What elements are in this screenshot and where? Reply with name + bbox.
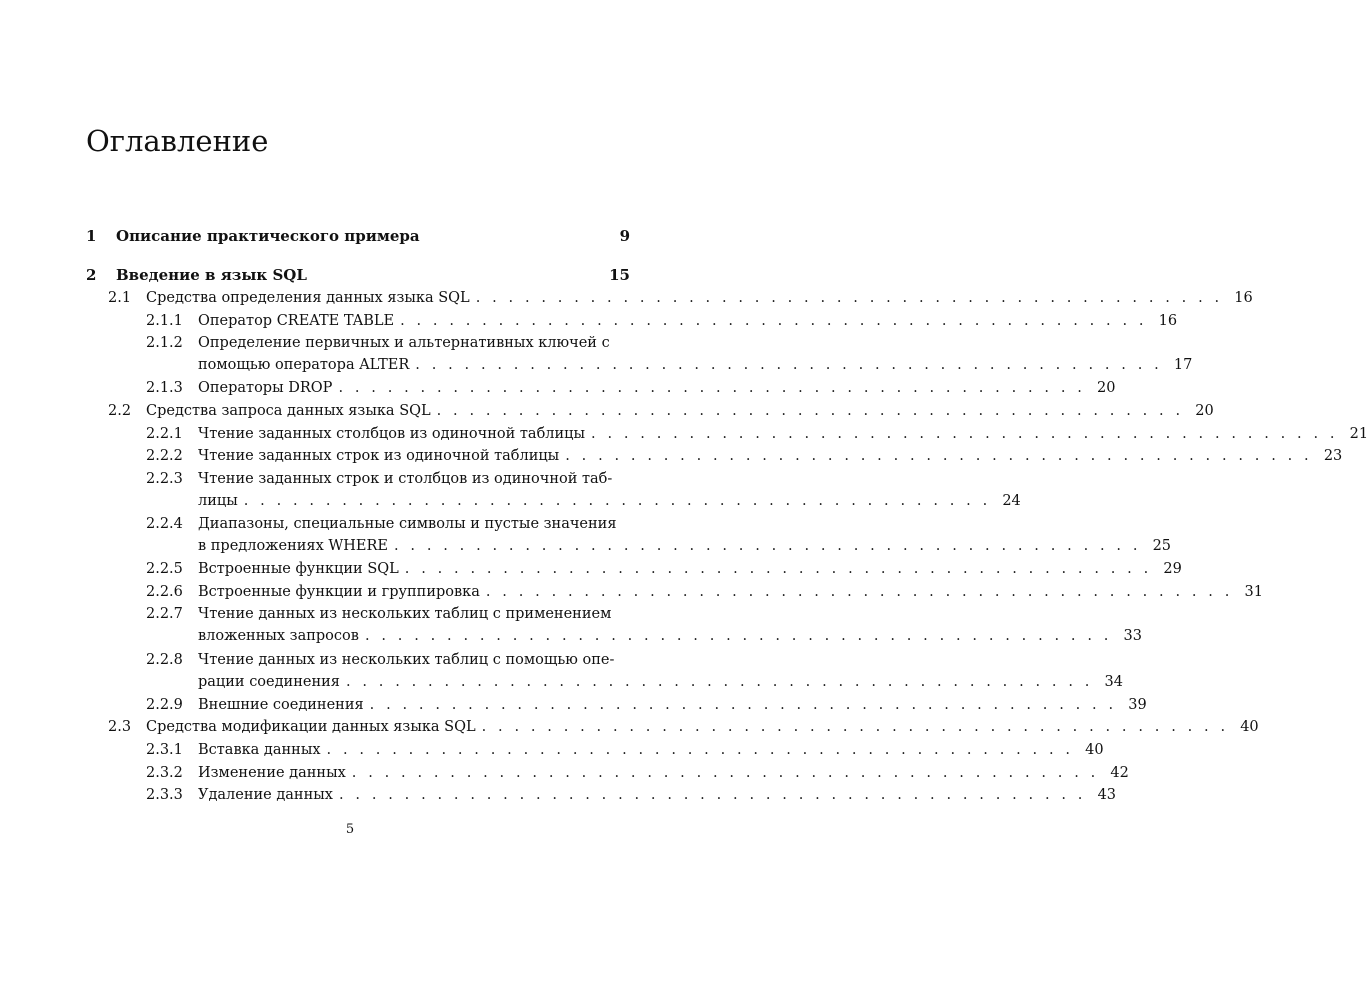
entry-number: 2.3 <box>108 719 132 736</box>
entry-title: помощью оператора ALTER <box>198 357 410 374</box>
toc-entry[interactable] <box>146 558 1182 580</box>
toc-entry[interactable] <box>146 423 1368 445</box>
toc-entry[interactable] <box>146 694 1147 716</box>
entry-title: Определение первичных и альтернативных ключей с <box>198 335 610 352</box>
entry-number: 2.3.3 <box>146 787 183 804</box>
dot-leader: . . . . . . . . . . . . . . . . . . . . . . . . . . . . . . . . . . . . . . . . . . . . . . <box>485 583 1233 600</box>
dot-leader: . . . . . . . . . . . . . . . . . . . . . . . . . . . . . . . . . . . . . . . . . . . . . . <box>394 538 1142 554</box>
chapter-number: 1 <box>86 227 97 245</box>
chapter-title: Описание практического примера <box>116 227 420 245</box>
toc-entry[interactable] <box>146 468 1021 512</box>
entry-page: 40 <box>1085 742 1104 758</box>
toc-entry[interactable] <box>146 762 1129 784</box>
entry-number: 2.2.6 <box>146 583 183 600</box>
dot-leader: . . . . . . . . . . . . . . . . . . . . . . . . . . . . . . . . . . . . . . . . . . . . . . <box>345 673 1093 690</box>
dot-leader: . . . . . . . . . . . . . . . . . . . . . . . . . . . . . . . . . . . . . . . . . . . . . . <box>338 787 1087 804</box>
dot-leader: . . . . . . . . . . . . . . . . . . . . . . . . . . . . . . . . . . . . . . . . . . . . . . <box>591 425 1339 442</box>
dot-leader: . . . . . . . . . . . . . . . . . . . . . . . . . . . . . . . . . . . . . . . . . . . . . . <box>326 742 1074 758</box>
dot-leader: . . . . . . . . . . . . . . . . . . . . . . . . . . . . . . . . . . . . . . . . . . . . . . <box>475 290 1223 306</box>
entry-page: 42 <box>1110 764 1129 781</box>
page-title: Оглавление <box>86 124 269 158</box>
toc-chapter-2[interactable] <box>86 264 630 286</box>
entry-page: 29 <box>1163 561 1182 578</box>
entry-number: 2.2.7 <box>146 606 183 623</box>
entry-number: 2.2.9 <box>146 696 183 713</box>
entry-title: Чтение данных из нескольких таблиц с помощью опе- <box>198 651 615 668</box>
entry-page: 20 <box>1097 380 1116 397</box>
dot-leader: . . . . . . . . . . . . . . . . . . . . . . . . . . . . . . . . . . . . . . . . . . . . . . <box>565 448 1313 465</box>
toc-entry[interactable] <box>108 287 1253 309</box>
dot-leader: . . . . . . . . . . . . . . . . . . . . . . . . . . . . . . . . . . . . . . . . . . . . . . <box>481 719 1229 736</box>
toc-entry[interactable] <box>146 581 1263 603</box>
toc-entry[interactable] <box>108 400 1214 422</box>
toc-entry[interactable] <box>108 716 1259 738</box>
entry-page: 20 <box>1195 403 1214 419</box>
entry-page: 25 <box>1152 538 1172 554</box>
entry-title: Чтение заданных столбцов из одиночной таблицы <box>198 425 586 442</box>
entry-title: Чтение данных из нескольких таблиц с применением <box>198 606 612 623</box>
entry-page: 16 <box>1234 290 1253 306</box>
chapter-page: 9 <box>619 227 630 245</box>
entry-page: 39 <box>1128 696 1147 713</box>
entry-page: 17 <box>1173 357 1193 374</box>
dot-leader: . . . . . . . . . . . . . . . . . . . . . . . . . . . . . . . . . . . . . . . . . . . . . . <box>364 628 1112 645</box>
entry-title: Чтение заданных строк из одиночной таблицы <box>198 448 560 465</box>
entry-page: 24 <box>1002 492 1021 509</box>
entry-page: 31 <box>1244 583 1263 600</box>
entry-page: 33 <box>1123 628 1142 645</box>
entry-number: 2.2.8 <box>146 651 183 668</box>
page-number: 5 <box>345 822 355 837</box>
entry-number: 2.2.3 <box>146 470 183 487</box>
toc-entry[interactable] <box>146 310 1178 332</box>
entry-title: Операторы DROP <box>198 380 333 397</box>
entry-title: Удаление данных <box>198 787 333 804</box>
toc-entry[interactable] <box>146 739 1104 761</box>
dot-leader: . . . . . . . . . . . . . . . . . . . . . . . . . . . . . . . . . . . . . . . . . . . . . . <box>400 312 1148 329</box>
toc-entry[interactable] <box>146 513 1172 557</box>
entry-title: Средства определения данных языка SQL <box>146 290 470 306</box>
entry-number: 2.1 <box>108 290 132 306</box>
entry-title: лицы <box>198 492 238 509</box>
dot-leader: . . . . . . . . . . . . . . . . . . . . . . . . . . . . . . . . . . . . . . . . . . . . . . <box>436 403 1184 419</box>
entry-number: 2.2 <box>108 403 132 419</box>
toc-entry[interactable] <box>146 784 1117 806</box>
entry-number: 2.3.2 <box>146 764 183 781</box>
entry-number: 2.1.1 <box>146 312 183 329</box>
entry-title: Изменение данных <box>198 764 346 781</box>
entry-number: 2.2.5 <box>146 561 183 578</box>
entry-title: вложенных запросов <box>198 628 359 645</box>
entry-title: Вставка данных <box>198 742 321 758</box>
entry-number: 2.3.1 <box>146 742 183 758</box>
entry-page: 40 <box>1240 719 1259 736</box>
entry-title: Оператор CREATE TABLE <box>198 312 395 329</box>
dot-leader: . . . . . . . . . . . . . . . . . . . . . . . . . . . . . . . . . . . . . . . . . . . . . . <box>338 380 1086 397</box>
entry-page: 43 <box>1097 787 1117 804</box>
entry-title: Чтение заданных строк и столбцов из одиночной таб- <box>198 470 613 487</box>
toc-entry[interactable] <box>146 649 1123 693</box>
entry-title: в предложениях WHERE <box>198 538 388 554</box>
toc-chapter-1[interactable] <box>86 225 630 247</box>
entry-page: 21 <box>1349 425 1368 442</box>
entry-number: 2.1.2 <box>146 335 183 352</box>
chapter-number: 2 <box>86 266 97 284</box>
entry-title: Средства запроса данных языка SQL <box>146 403 431 419</box>
toc-entry[interactable] <box>146 603 1142 647</box>
entry-number: 2.2.1 <box>146 425 183 442</box>
chapter-title: Введение в язык SQL <box>116 266 307 284</box>
dot-leader: . . . . . . . . . . . . . . . . . . . . . . . . . . . . . . . . . . . . . . . . . . . . . . <box>404 561 1152 578</box>
entry-number: 2.1.3 <box>146 380 183 397</box>
entry-title: Встроенные функции и группировка <box>198 583 480 600</box>
toc-entry[interactable] <box>146 377 1116 399</box>
entry-title: Диапазоны, специальные символы и пустые значения <box>198 516 617 532</box>
dot-leader: . . . . . . . . . . . . . . . . . . . . . . . . . . . . . . . . . . . . . . . . . . . . . . <box>369 696 1117 713</box>
dot-leader: . . . . . . . . . . . . . . . . . . . . . . . . . . . . . . . . . . . . . . . . . . . . . . <box>351 764 1099 781</box>
entry-page: 34 <box>1104 673 1123 690</box>
entry-number: 2.2.2 <box>146 448 183 465</box>
entry-page: 16 <box>1158 312 1178 329</box>
entry-title: рации соединения <box>198 673 340 690</box>
entry-number: 2.2.4 <box>146 516 183 532</box>
toc-entry[interactable] <box>146 332 1193 376</box>
entry-title: Средства модификации данных языка SQL <box>146 719 476 736</box>
chapter-page: 15 <box>609 266 630 284</box>
entry-title: Внешние соединения <box>198 696 364 713</box>
entry-title: Встроенные функции SQL <box>198 561 399 578</box>
dot-leader: . . . . . . . . . . . . . . . . . . . . . . . . . . . . . . . . . . . . . . . . . . . . . . <box>415 357 1163 374</box>
dot-leader: . . . . . . . . . . . . . . . . . . . . . . . . . . . . . . . . . . . . . . . . . . . . . . <box>243 492 991 509</box>
entry-page: 23 <box>1323 448 1343 465</box>
toc-entry[interactable] <box>146 445 1343 467</box>
